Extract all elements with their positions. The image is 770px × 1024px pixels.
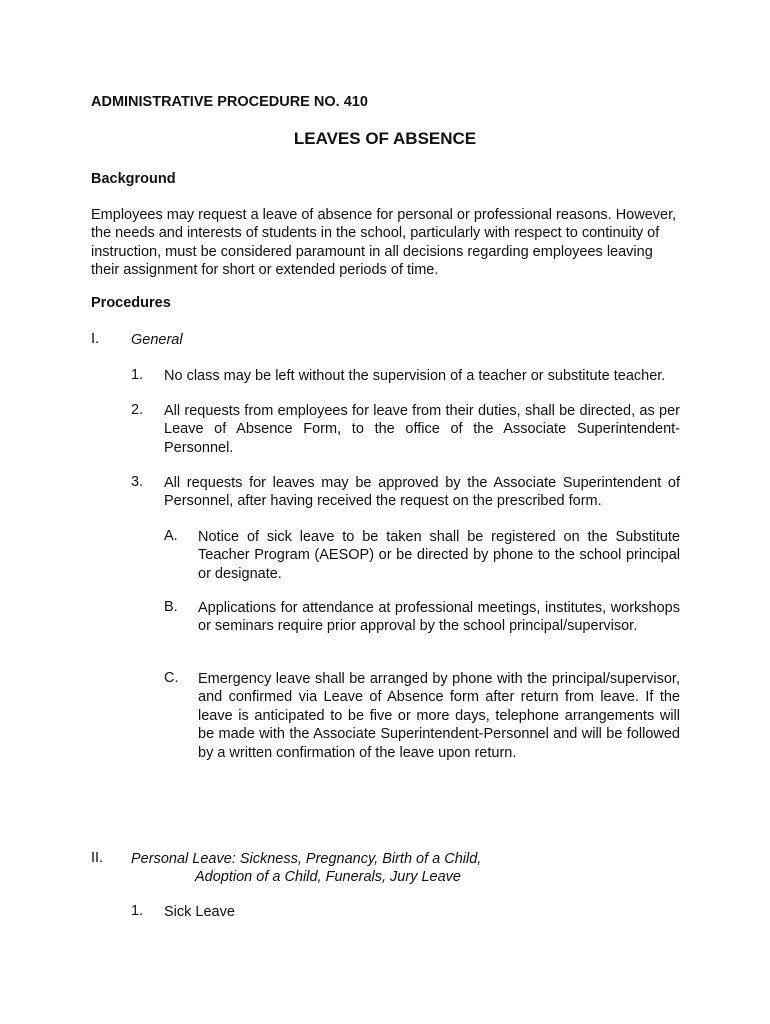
background-paragraph: Employees may request a leave of absence for personal or professional reasons. However, the needs and interests of students in the school, particularly with respect to continuity of instruction, must be considered paramount in all decisions regarding employees leaving their assignment for short or extended periods of time. xyxy=(91,207,677,279)
subitem-b-text: Applications for attendance at professional meetings, institutes, workshops or seminars require prior approval by the school principal/supervisor. xyxy=(198,600,680,635)
item-2-text: All requests from employees for leave from their duties, shall be directed, as per Leave of Absence Form, to the office of the Associate Superintendent-Personnel. xyxy=(164,403,680,456)
procedures-heading: Procedures xyxy=(91,295,171,311)
section-1-title: General xyxy=(131,332,183,348)
section-2-item-1-text: Sick Leave xyxy=(164,904,235,920)
section-2-title-line-1: Personal Leave: Sickness, Pregnancy, Birth of a Child, xyxy=(131,851,482,867)
background-heading: Background xyxy=(91,171,176,187)
subitem-a-letter: A. xyxy=(164,528,178,544)
item-1-text: No class may be left without the supervision of a teacher or substitute teacher. xyxy=(164,368,666,384)
section-2-title xyxy=(131,850,481,887)
subitem-c-letter: C. xyxy=(164,670,179,686)
section-1-numeral: I. xyxy=(91,331,100,347)
procedure-number: ADMINISTRATIVE PROCEDURE NO. 410 xyxy=(91,94,368,110)
subitem-a-text: Notice of sick leave to be taken shall be registered on the Substitute Teacher Program (AESOP) or be directed by phone to the school principal or designate. xyxy=(198,529,680,582)
item-1-number: 1. xyxy=(131,367,144,383)
item-3-text: All requests for leaves may be approved by the Associate Superintendent of Personnel, after having received the request on the prescribed form. xyxy=(164,475,680,510)
document-title-wrap xyxy=(0,129,770,149)
item-2-number: 2. xyxy=(131,402,144,418)
item-3-number: 3. xyxy=(131,474,144,490)
document-title: LEAVES OF ABSENCE xyxy=(293,129,477,148)
section-2-item-1-number: 1. xyxy=(131,903,144,919)
subitem-c-text: Emergency leave shall be arranged by phone with the principal/supervisor, and confirmed via Leave of Absence form after return from leave. If the leave is anticipated to be five or more days, telephone arrangements will be made with the Associate Superintendent-Personnel and will be followed by a written confirmation of the leave upon return. xyxy=(198,671,680,761)
section-2-numeral: II. xyxy=(91,850,104,866)
section-2-title-line-2: Adoption of a Child, Funerals, Jury Leave xyxy=(195,869,461,886)
subitem-b-letter: B. xyxy=(164,599,178,615)
